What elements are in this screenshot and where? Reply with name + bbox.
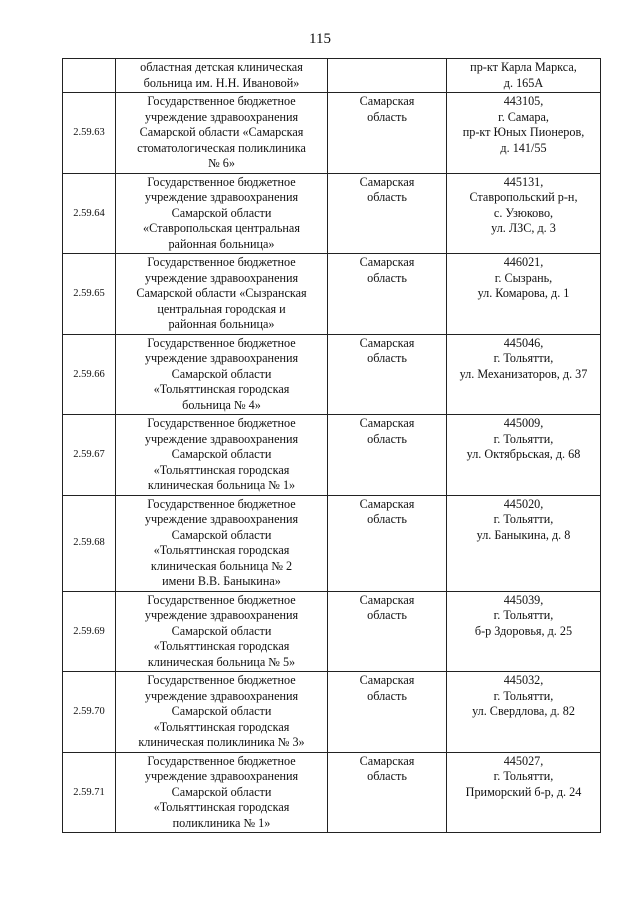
address-line: 445027, <box>503 753 544 768</box>
institution-name-cell <box>116 591 328 672</box>
address-line: 445046, <box>503 335 544 350</box>
row-number: 2.59.66 <box>63 334 116 415</box>
address-line: д. 165А <box>503 75 544 90</box>
address-line: 445131, <box>503 174 544 189</box>
address-cell <box>447 495 601 591</box>
institution-name-cell <box>116 672 328 753</box>
region-line: область <box>367 608 407 622</box>
address-line: пр-кт Карла Маркса, <box>470 60 577 74</box>
table-row <box>63 173 601 254</box>
institution-name-line: клиническая поликлиника № 3» <box>138 735 305 749</box>
address-line: ул. Механизаторов, д. 37 <box>459 366 588 381</box>
institution-name-line: Самарской области <box>171 784 272 799</box>
address-line: Ставропольский р-н, <box>469 190 578 204</box>
institution-name-line: центральная городская и <box>157 301 286 316</box>
address-cell <box>447 591 601 672</box>
institution-name-line: Государственное бюджетное <box>147 592 296 607</box>
institution-name-line: «Тольяттинская городская <box>153 543 290 557</box>
institution-name-line: учреждение здравоохранения <box>144 769 299 783</box>
table-row <box>63 591 601 672</box>
institution-name-cell <box>116 173 328 254</box>
institution-name-line: Государственное бюджетное <box>147 335 296 350</box>
region-line: область <box>367 109 407 124</box>
address-line: 445039, <box>503 592 544 607</box>
institution-name-line: Самарской области <box>171 527 272 542</box>
address-line: г. Тольятти, <box>493 512 554 526</box>
address-cell <box>447 334 601 415</box>
address-cell <box>447 93 601 174</box>
institution-name-line: Самарской области <box>171 704 272 718</box>
institution-name-line: Государственное бюджетное <box>147 496 296 511</box>
row-number <box>63 59 116 93</box>
address-line: г. Сызрань, <box>494 270 553 285</box>
institution-name-line: «Тольяттинская городская <box>153 462 290 477</box>
region-cell <box>328 173 447 254</box>
address-line: г. Тольятти, <box>493 608 554 622</box>
institution-name-cell <box>116 415 328 496</box>
address-cell <box>447 173 601 254</box>
institution-name-line: «Тольяттинская городская <box>153 639 290 653</box>
institution-name-line: клиническая больница № 5» <box>147 654 296 669</box>
region-line: область <box>367 270 407 285</box>
address-cell <box>447 254 601 335</box>
institution-name-line: учреждение здравоохранения <box>144 608 299 622</box>
row-number: 2.59.68 <box>63 495 116 591</box>
region-line: Самарская <box>359 416 415 430</box>
institution-name-line: Самарской области <box>171 205 272 220</box>
region-line: Самарская <box>359 592 415 607</box>
address-line: г. Тольятти, <box>493 688 554 703</box>
region-cell <box>328 495 447 591</box>
region-cell <box>328 672 447 753</box>
address-cell <box>447 59 601 93</box>
institution-name-line: «Тольяттинская городская <box>153 382 290 396</box>
address-line: 445020, <box>503 496 544 511</box>
institution-name-line: Самарской области «Самарская <box>139 125 304 139</box>
table-row <box>63 254 601 335</box>
institution-name-line: Государственное бюджетное <box>147 255 296 269</box>
institution-name-cell <box>116 495 328 591</box>
row-number: 2.59.64 <box>63 173 116 254</box>
region-line: Самарская <box>359 753 415 768</box>
region-line: Самарская <box>359 335 415 350</box>
institution-name-cell <box>116 334 328 415</box>
institution-name-line: поликлиника № 1» <box>172 815 271 830</box>
address-line: 443105, <box>503 94 544 108</box>
institution-name-cell <box>116 59 328 93</box>
address-line: ул. Баныкина, д. 8 <box>476 527 571 542</box>
institution-name-line: Самарской области <box>171 623 272 638</box>
institution-name-line: клиническая больница № 1» <box>147 478 296 492</box>
region-cell <box>328 59 447 93</box>
institution-name-line: областная детская клиническая <box>140 60 303 74</box>
row-number: 2.59.70 <box>63 672 116 753</box>
institution-name-line: Государственное бюджетное <box>147 753 296 768</box>
region-cell <box>328 93 447 174</box>
address-line: г. Тольятти, <box>493 351 554 365</box>
region-line: Самарская <box>359 255 415 269</box>
table-row <box>63 672 601 753</box>
region-line: область <box>367 769 407 783</box>
registry-table <box>62 58 601 833</box>
address-line: г. Тольятти, <box>493 431 554 446</box>
institution-name-line: Самарской области <box>171 366 272 381</box>
institution-name-cell <box>116 752 328 833</box>
address-line: Приморский б-р, д. 24 <box>465 784 582 799</box>
institution-name-line: Государственное бюджетное <box>147 94 296 108</box>
address-cell <box>447 752 601 833</box>
institution-name-line: Государственное бюджетное <box>147 174 296 189</box>
row-number: 2.59.71 <box>63 752 116 833</box>
address-line: ул. Свердлова, д. 82 <box>472 704 575 718</box>
region-line: Самарская <box>359 174 415 189</box>
institution-name-line: больница им. Н.Н. Ивановой» <box>143 75 300 90</box>
institution-name-line: учреждение здравоохранения <box>144 109 299 124</box>
institution-name-line: имени В.В. Баныкина» <box>162 574 281 588</box>
address-line: б-р Здоровья, д. 25 <box>474 623 573 638</box>
address-line: 445009, <box>503 416 544 430</box>
address-line: ул. Комарова, д. 1 <box>477 286 570 300</box>
table-row <box>63 93 601 174</box>
row-number: 2.59.67 <box>63 415 116 496</box>
region-line: Самарская <box>359 673 415 687</box>
region-line: область <box>367 512 407 526</box>
address-line: ул. Октябрьская, д. 68 <box>466 447 581 461</box>
region-line: область <box>367 431 407 446</box>
institution-name-line: учреждение здравоохранения <box>144 270 299 285</box>
table-row <box>63 415 601 496</box>
institution-name-line: Государственное бюджетное <box>147 416 296 430</box>
region-line: Самарская <box>359 496 415 511</box>
table-row <box>63 752 601 833</box>
row-number: 2.59.65 <box>63 254 116 335</box>
institution-name-cell <box>116 254 328 335</box>
address-cell <box>447 415 601 496</box>
address-line: г. Самара, <box>498 109 549 124</box>
institution-name-line: учреждение здравоохранения <box>144 512 299 526</box>
region-cell <box>328 254 447 335</box>
institution-name-line: Государственное бюджетное <box>147 673 296 687</box>
region-cell <box>328 415 447 496</box>
region-cell <box>328 591 447 672</box>
institution-name-line: районная больница» <box>168 317 275 331</box>
address-line: 445032, <box>503 673 544 687</box>
institution-name-line: «Тольяттинская городская <box>153 800 290 814</box>
institution-name-line: Самарской области <box>171 447 272 461</box>
region-line: область <box>367 351 407 365</box>
institution-name-line: больница № 4» <box>182 397 261 412</box>
table-row <box>63 59 601 93</box>
institution-name-line: стоматологическая поликлиника <box>137 140 306 155</box>
address-line: г. Тольятти, <box>493 769 554 783</box>
page-number: 115 <box>309 31 331 47</box>
institution-name-cell <box>116 93 328 174</box>
region-cell <box>328 334 447 415</box>
institution-name-line: учреждение здравоохранения <box>144 351 299 365</box>
table-row <box>63 495 601 591</box>
address-line: с. Узюково, <box>493 205 554 220</box>
institution-name-line: «Тольяттинская городская <box>153 719 290 734</box>
address-line: пр-кт Юных Пионеров, <box>462 125 585 139</box>
institution-name-line: Самарской области «Сызранская <box>136 286 307 300</box>
address-line: ул. ЛЗС, д. 3 <box>491 221 556 235</box>
institution-name-line: «Ставропольская центральная <box>143 221 300 235</box>
region-line: Самарская <box>359 94 415 108</box>
institution-name-line: № 6» <box>208 156 235 170</box>
table-row <box>63 334 601 415</box>
institution-name-line: клиническая больница № 2 <box>150 558 293 573</box>
row-number: 2.59.63 <box>63 93 116 174</box>
region-line: область <box>367 688 407 703</box>
address-cell <box>447 672 601 753</box>
address-line: 446021, <box>503 255 544 269</box>
address-line: д. 141/55 <box>500 140 547 155</box>
institution-name-line: учреждение здравоохранения <box>144 688 299 703</box>
institution-name-line: учреждение здравоохранения <box>144 431 299 446</box>
institution-name-line: учреждение здравоохранения <box>144 190 299 204</box>
region-cell <box>328 752 447 833</box>
row-number: 2.59.69 <box>63 591 116 672</box>
institution-name-line: районная больница» <box>168 236 275 251</box>
region-line: область <box>367 190 407 204</box>
